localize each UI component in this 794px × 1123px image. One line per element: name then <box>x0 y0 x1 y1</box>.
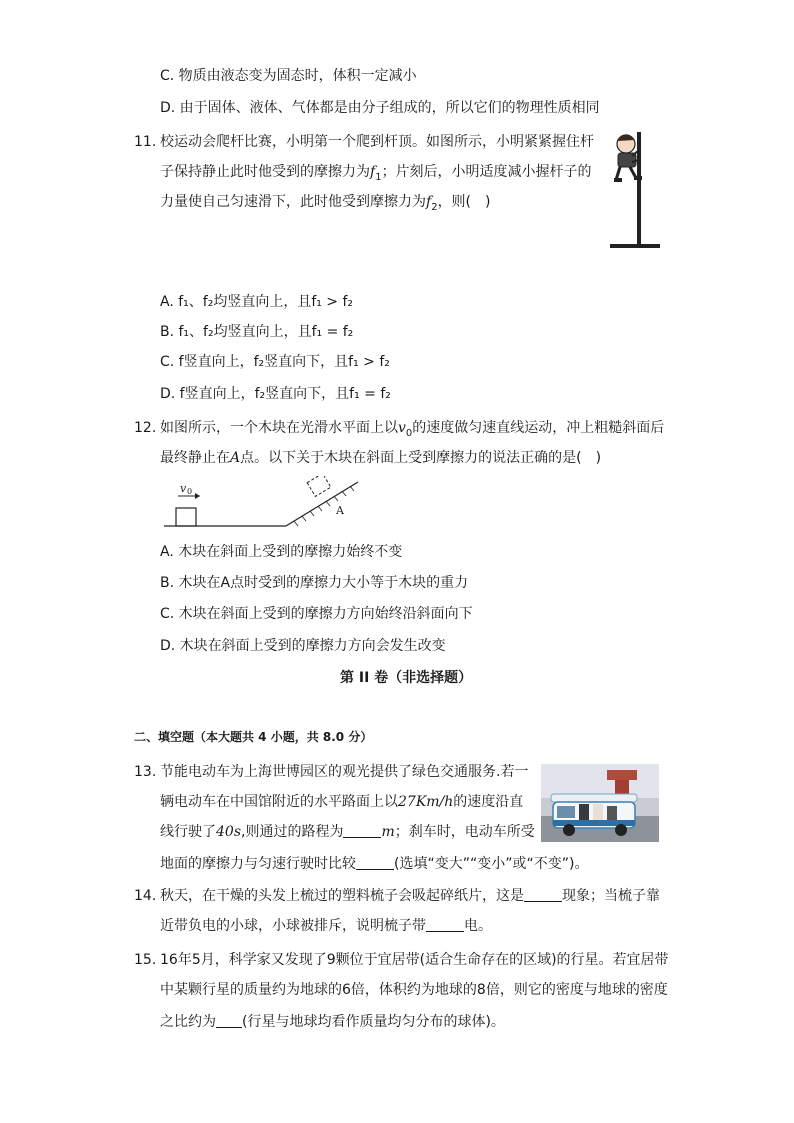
q11-option-a: A. f₁、f₂均竖直向上，且f₁ > f₂ <box>160 294 354 310</box>
q12-number: 12. <box>134 420 157 436</box>
q13-line2: 辆电动车在中国馆附近的水平路面上以27Km/h的速度沿直 <box>160 794 524 810</box>
fig-v0-label: v <box>180 482 187 495</box>
q13-number: 13. <box>134 764 157 780</box>
q13-line3: 线行驶了40s,则通过的路程为 m；刹车时，电动车所受 <box>160 824 535 840</box>
q12-option-d: D. 木块在斜面上受到的摩擦力方向会发生改变 <box>160 638 446 654</box>
q12-stem-line1: 如图所示，一个木块在光滑水平面上以$v_0$的速度做匀速直线运动，冲上粗糙斜面后 <box>160 420 665 439</box>
q14-line2: 近带负电的小球，小球被排斥，说明梳子带 电。 <box>160 918 492 934</box>
q13-friction-blank[interactable] <box>356 855 394 870</box>
q11-option-c: C. f竖直向上，f₂竖直向下，且f₁ > f₂ <box>160 354 390 370</box>
q15-line1: 16年5月，科学家又发现了9颗位于宜居带(适合生命存在的区域)的行星。若宜居带 <box>160 952 669 968</box>
q13-line4: 地面的摩擦力与匀速行驶时比较 (选填“变大”“变小”或“不变”)。 <box>160 856 589 872</box>
q14-number: 14. <box>134 888 157 904</box>
q11-number: 11. <box>134 134 157 150</box>
q14-charge-blank[interactable] <box>426 917 464 932</box>
q12-option-a: A. 木块在斜面上受到的摩擦力始终不变 <box>160 544 403 560</box>
fig-point-a-label: A <box>336 504 344 517</box>
q15-ratio-blank[interactable] <box>216 1013 242 1028</box>
q12-stem-line2: 最终静止在A点。以下关于木块在斜面上受到摩擦力的说法正确的是( ) <box>160 450 602 466</box>
electric-car-photo <box>541 764 659 842</box>
pole-climbing-figure <box>602 128 664 252</box>
q10-option-d: D. 由于固体、液体、气体都是由分子组成的，所以它们的物理性质相同 <box>160 100 600 116</box>
q12-option-b: B. 木块在A点时受到的摩擦力大小等于木块的重力 <box>160 575 469 591</box>
q10-option-c: C. 物质由液态变为固态时，体积一定减小 <box>160 68 417 84</box>
q11-option-b: B. f₁、f₂均竖直向上，且f₁ = f₂ <box>160 324 354 340</box>
fig-v0-subscript: 0 <box>187 487 193 496</box>
q13-distance-blank[interactable] <box>343 823 381 838</box>
incline-diagram <box>160 476 370 536</box>
q15-number: 15. <box>134 952 157 968</box>
q11-stem-line1: 校运动会爬杆比赛，小明第一个爬到杆顶。如图所示，小明紧紧握住杆 <box>160 134 594 150</box>
q12-option-c: C. 木块在斜面上受到的摩擦力方向始终沿斜面向下 <box>160 606 473 622</box>
q15-line2: 中某颗行星的质量约为地球的6倍，体积约为地球的8倍，则它的密度与地球的密度 <box>160 982 668 998</box>
q11-stem-line3: 力量使自己匀速滑下，此时他受到摩擦力为$f_2$，则( ) <box>160 194 491 213</box>
section-2-heading: 二、填空题（本大题共 4 小题，共 8.0 分） <box>134 730 373 744</box>
q13-line1: 节能电动车为上海世博园区的观光提供了绿色交通服务.若一 <box>160 764 529 780</box>
q14-phenomenon-blank[interactable] <box>524 887 562 902</box>
q11-stem-line2: 子保持静止此时他受到的摩擦力为$f_1$；片刻后，小明适度减小握杆子的 <box>160 164 592 183</box>
q14-line1: 秋天，在干燥的头发上梳过的塑料梳子会吸起碎纸片，这是 现象；当梳子靠 <box>160 888 660 904</box>
q15-line3: 之比约为 (行星与地球均看作质量均匀分布的球体)。 <box>160 1014 505 1030</box>
part-2-title: 第 II 卷（非选择题） <box>340 670 473 686</box>
q11-option-d: D. f竖直向上，f₂竖直向下，且f₁ = f₂ <box>160 386 391 402</box>
